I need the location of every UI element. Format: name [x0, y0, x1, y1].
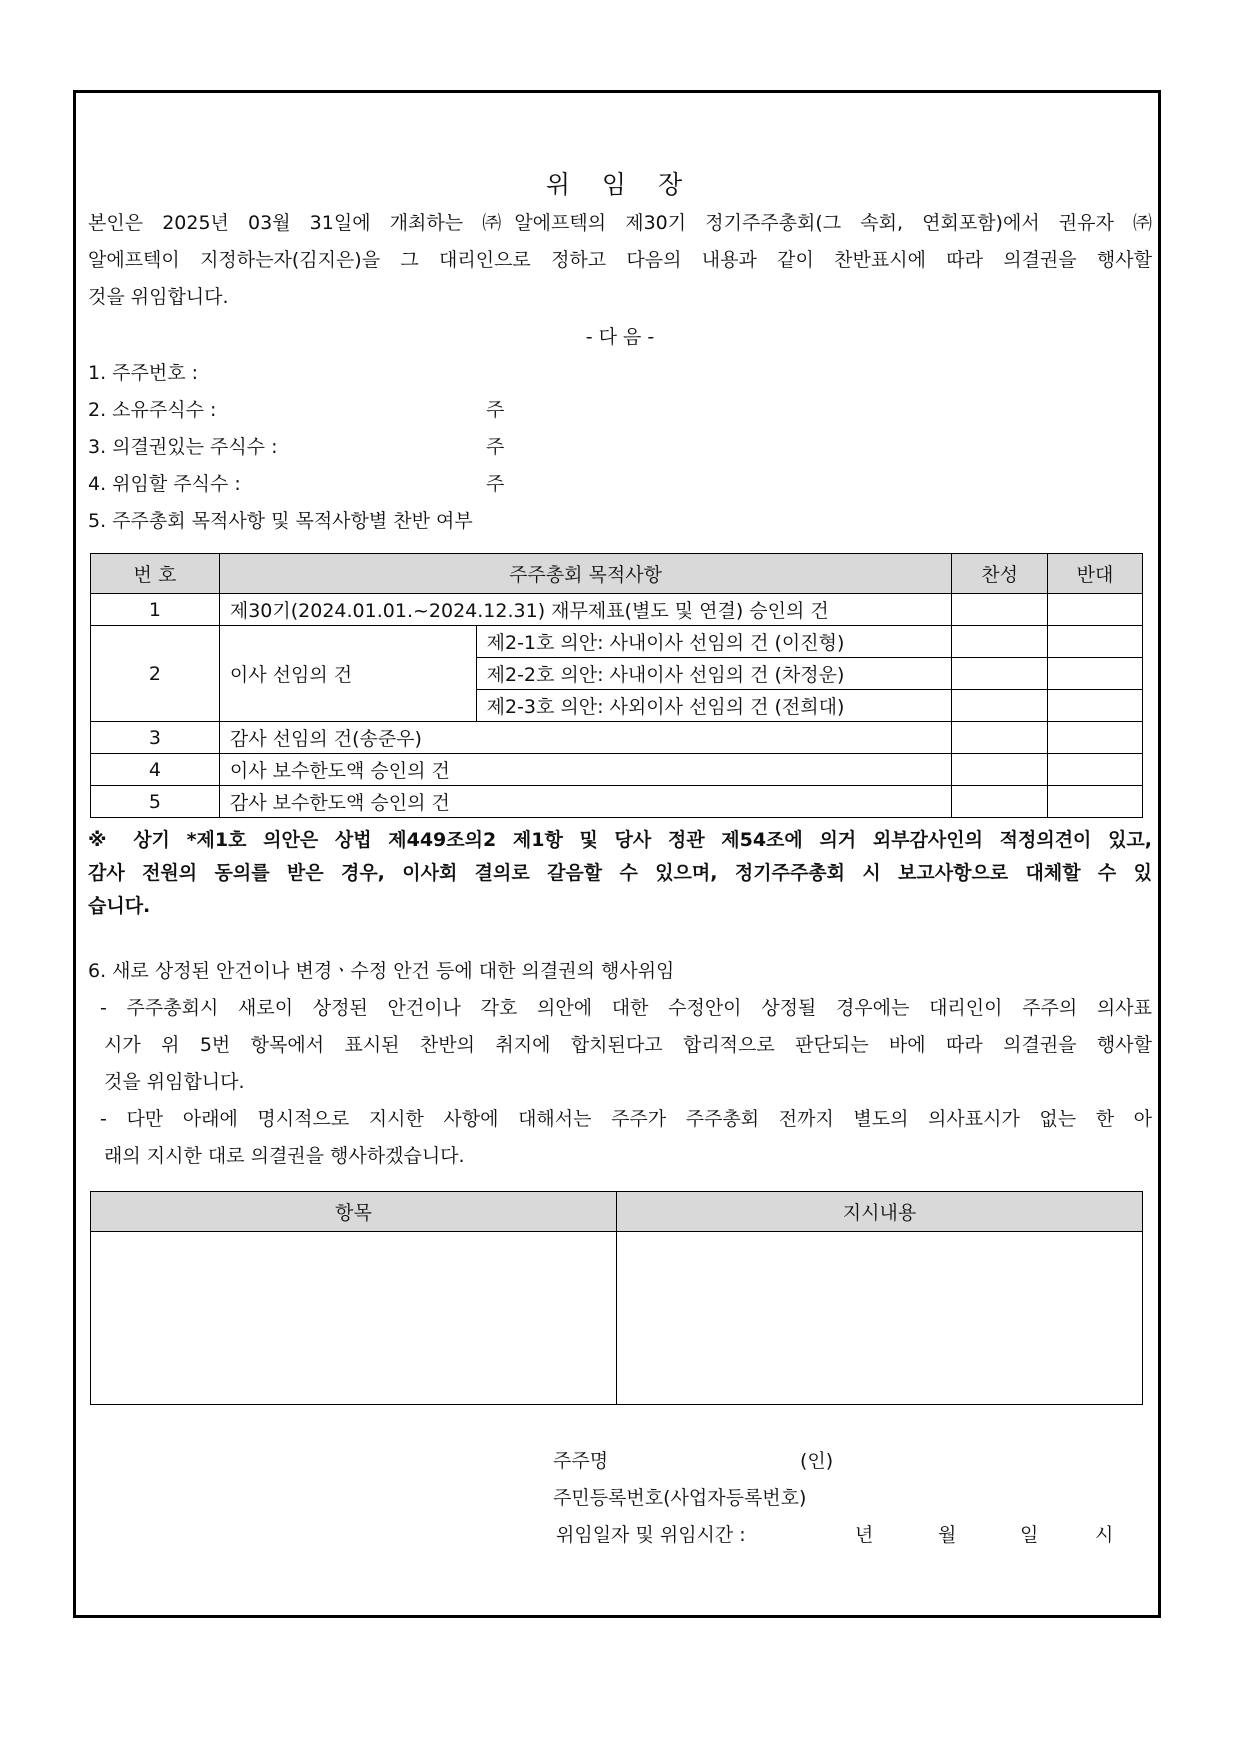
vote-against-cell[interactable]: [1048, 786, 1143, 818]
row-number: 4: [91, 754, 220, 786]
vote-for-cell[interactable]: [952, 658, 1048, 690]
sub-agenda: 제2-3호 의안: 사외이사 선임의 건 (전희대): [476, 690, 952, 722]
section-6-line-2: 시가 위 5번 항목에서 표시된 찬반의 취지에 합치된다고 합리적으로 판단되는 바에 따라 의결권을 행사할: [104, 1034, 1152, 1056]
document-title: 위 임 장: [545, 170, 695, 199]
intro-line-1: 본인은 2025년 03월 31일에 개최하는 ㈜알에프텍의 제30기 정기주주총회(그 속회, 연회포함)에서 권유자 ㈜: [88, 212, 1152, 234]
note-line-2: 감사 전원의 동의를 받은 경우, 이사회 결의로 갈음할 수 있으며, 정기주주총회 시 보고사항으로 대체할 수 있: [88, 862, 1152, 884]
row-number: 5: [91, 786, 220, 818]
row-agenda: 제30기(2024.01.01.~2024.12.31) 재무제표(별도 및 연결) 승인의 건: [219, 594, 951, 626]
item-voting-shares: 3. 의결권있는 주식수 :: [88, 436, 278, 458]
header-item: 항목: [91, 1192, 617, 1232]
vote-against-cell[interactable]: [1048, 754, 1143, 786]
section-6-line-3: 것을 위임합니다.: [104, 1071, 245, 1093]
table-row: [91, 626, 1143, 658]
intro-paragraph: [88, 205, 1152, 316]
header-number: 번 호: [91, 554, 220, 594]
vote-against-cell[interactable]: [1048, 594, 1143, 626]
table-row: [91, 722, 1143, 754]
vote-for-cell[interactable]: [952, 786, 1048, 818]
agenda-header-row: [91, 554, 1143, 594]
intro-line-3: 것을 위임합니다.: [88, 286, 229, 308]
year-label: 년: [855, 1524, 874, 1546]
note-line-1: ※ 상기 *제1호 의안은 상법 제449조의2 제1항 및 당사 정관 제54조에 의거 외부감사인의 적정의견이 있고,: [88, 829, 1152, 851]
item-delegated-shares: 4. 위임할 주식수 :: [88, 473, 241, 495]
instruction-row: [91, 1232, 1143, 1405]
subheading: - 다 음 -: [585, 326, 655, 348]
instruction-table: [90, 1191, 1143, 1405]
header-for: 찬성: [952, 554, 1048, 594]
delegation-date-label: 위임일자 및 위임시간 :: [556, 1524, 746, 1546]
sub-agenda: 제2-1호 의안: 사내이사 선임의 건 (이진형): [476, 626, 952, 658]
section-6-heading: 6. 새로 상정된 안건이나 변경ㆍ수정 안건 등에 대한 의결권의 행사위임: [88, 960, 675, 982]
hour-label: 시: [1095, 1524, 1114, 1546]
voting-shares-unit: 주: [486, 436, 505, 458]
day-label: 일: [1020, 1524, 1039, 1546]
section-6: [88, 953, 1152, 1175]
vote-against-cell[interactable]: [1048, 658, 1143, 690]
table-row: [91, 594, 1143, 626]
table-row: [91, 786, 1143, 818]
shareholder-name-label: 주주명: [553, 1450, 609, 1472]
section-6-line-5: 래의 지시한 대로 의결권을 행사하겠습니다.: [104, 1145, 465, 1167]
instruction-header-row: [91, 1192, 1143, 1232]
vote-for-cell[interactable]: [952, 754, 1048, 786]
vote-for-cell[interactable]: [952, 722, 1048, 754]
item-agenda-heading: 5. 주주총회 목적사항 및 목적사항별 찬반 여부: [88, 510, 473, 532]
vote-for-cell[interactable]: [952, 690, 1048, 722]
header-instruction: 지시내용: [617, 1192, 1143, 1232]
note-line-3: 습니다.: [88, 895, 151, 917]
header-against: 반대: [1048, 554, 1143, 594]
item-owned-shares: 2. 소유주식수 :: [88, 399, 217, 421]
row-number: 3: [91, 722, 220, 754]
vote-for-cell[interactable]: [952, 626, 1048, 658]
section-6-line-1: - 주주총회시 새로이 상정된 안건이나 각호 의안에 대한 수정안이 상정될 경우에는 대리인이 주주의 의사표: [100, 997, 1152, 1019]
owned-shares-unit: 주: [486, 399, 505, 421]
month-label: 월: [938, 1524, 957, 1546]
row-number: 1: [91, 594, 220, 626]
instruction-item-cell[interactable]: [91, 1232, 617, 1405]
section-6-line-4: - 다만 아래에 명시적으로 지시한 사항에 대해서는 주주가 주주총회 전까지 별도의 의사표시가 없는 한 아: [100, 1108, 1152, 1130]
item-shareholder-number: 1. 주주번호 :: [88, 362, 199, 384]
id-number-label: 주민등록번호(사업자등록번호): [553, 1487, 807, 1509]
row-number: 2: [91, 626, 220, 722]
sub-agenda: 제2-2호 의안: 사내이사 선임의 건 (차정운): [476, 658, 952, 690]
agenda-table: [90, 553, 1143, 818]
vote-against-cell[interactable]: [1048, 690, 1143, 722]
intro-line-2: 알에프텍이 지정하는자(김지은)을 그 대리인으로 정하고 다음의 내용과 같이 찬반표시에 따라 의결권을 행사할: [88, 249, 1152, 271]
delegated-shares-unit: 주: [486, 473, 505, 495]
seal-mark: (인): [800, 1450, 834, 1472]
row-agenda: 이사 보수한도액 승인의 건: [219, 754, 951, 786]
row-agenda: 감사 보수한도액 승인의 건: [219, 786, 951, 818]
vote-against-cell[interactable]: [1048, 722, 1143, 754]
table-row: [91, 754, 1143, 786]
vote-against-cell[interactable]: [1048, 626, 1143, 658]
vote-for-cell[interactable]: [952, 594, 1048, 626]
row-agenda: 감사 선임의 건(송준우): [219, 722, 951, 754]
instruction-content-cell[interactable]: [617, 1232, 1143, 1405]
header-agenda: 주주총회 목적사항: [219, 554, 951, 594]
legal-note: [88, 824, 1152, 927]
row-agenda: 이사 선임의 건: [219, 626, 476, 722]
